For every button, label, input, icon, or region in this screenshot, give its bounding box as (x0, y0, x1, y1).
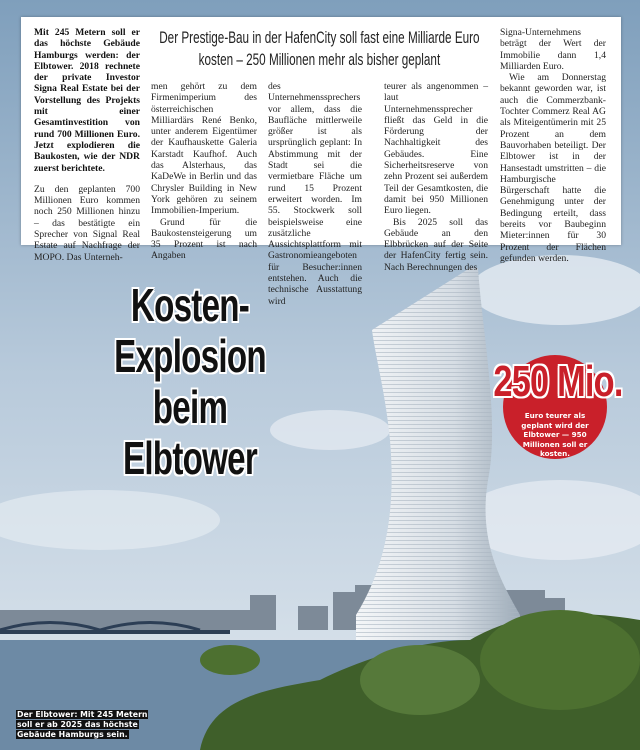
paragraph: Bis 2025 soll das Gebäude an den Elbbrücken auf der Seite der HafenCity fertig sein. Nach Berechnungen des (384, 216, 488, 273)
caption-line: Gebäude Hamburgs sein. (17, 730, 128, 739)
badge-amount: 250 Mio. (493, 357, 623, 406)
headline-line: beim (152, 381, 228, 433)
article-column-5 (500, 27, 606, 264)
paragraph: Zu den geplanten 700 Millionen Euro kommen noch 250 Millionen hinzu – das bestätigte ein Sprecher von Signal Real Estate auf Nachfrage der MOPO. Das Unterneh- (34, 183, 140, 263)
paragraph: teurer als angenommen – laut Unternehmenssprecher fließt das Geld in die Förderung der Nachhaltigkeit des Gebäudes. Eine Sicherheitsreserve von zehn Prozent sei außerdem Teil der Gesamtkosten, die damit bei 950 Millionen Euro liegen. (384, 81, 488, 217)
headline-line: Explosion (114, 330, 266, 382)
paragraph: des Unternehmenssprechers vor allem, dass die Baufläche mittlerweile größer ist als ursprünglich geplant: In Abstimmung mit der Stadt sei die vermietbare Fläche um rund 15 Prozent erweitert worden. Im 55. Stockwerk soll beispielsweise eine zusätzliche Aussichtsplattform mit Gastronomieangeboten für Besucher:innen entstehen. Auch die technische Ausstattung wird (268, 81, 362, 307)
paragraph: Wie am Donnerstag bekannt geworden war, ist auch die Commerzbank-Tochter Commerz Real AG als Miteigentümerin mit 25 Prozent an dem Bauvorhaben beteiligt. Der Elbtower ist in der Hansestadt umstritten – die Hamburgische Bürgerschaft hatte die Genehmigung unter der Bedingung erteilt, dass bereits vor Baubeginn Mieter:innen für 30 Prozent der Flächen gefunden werden. (500, 72, 606, 264)
caption-line: soll er ab 2025 das höchste (17, 720, 138, 729)
article-column-3 (268, 81, 362, 307)
paragraph: Signa-Unternehmens beträgt der Wert der Immobilie dann 1,4 Milliarden Euro. (500, 27, 606, 72)
caption-line: Der Elbtower: Mit 245 Metern (17, 710, 148, 719)
article-lead: Mit 245 Metern soll er das höchste Gebäude Hamburgs werden: der Elbtower. 2018 rechnete der private Investor Signa Real Estate bei der Vorstellung des Projekts mit einer Gesamtinvestition von rund 700 Millionen Euro. Jetzt explodieren die Baukosten, wie der NDR zuerst berichtete. (34, 27, 140, 174)
headline (93, 280, 287, 484)
badge-text: Euro teurer als geplant wird der Elbtower — 950 Millionen soll er kosten. (521, 411, 589, 458)
headline-line: Elbtower (122, 432, 258, 484)
article-column-2 (151, 81, 257, 262)
paragraph: Grund für die Baukostensteigerung um 35 Prozent ist nach Angaben (151, 216, 257, 262)
photo-caption (16, 710, 148, 740)
article-box (21, 17, 621, 307)
article-subheadline: Der Prestige-Bau in der HafenCity soll fast eine Milliarde Euro kosten – 250 Millionen mehr als bisher geplant (159, 29, 480, 69)
paragraph: men gehört zu dem Firmenimperium des österreichischen Milliardärs René Benko, unter anderem Eigentümer der Kaufhauskette Galeria Karstadt Kaufhof. Auch das Alsterhaus, das KaDeWe in Berlin und das Chrysler Building in New York gehören zu seinem Immobilien-Imperium. (151, 81, 257, 217)
article-column-1 (34, 27, 140, 263)
article-column-4 (384, 81, 488, 273)
headline-line: Kosten- (130, 279, 250, 331)
